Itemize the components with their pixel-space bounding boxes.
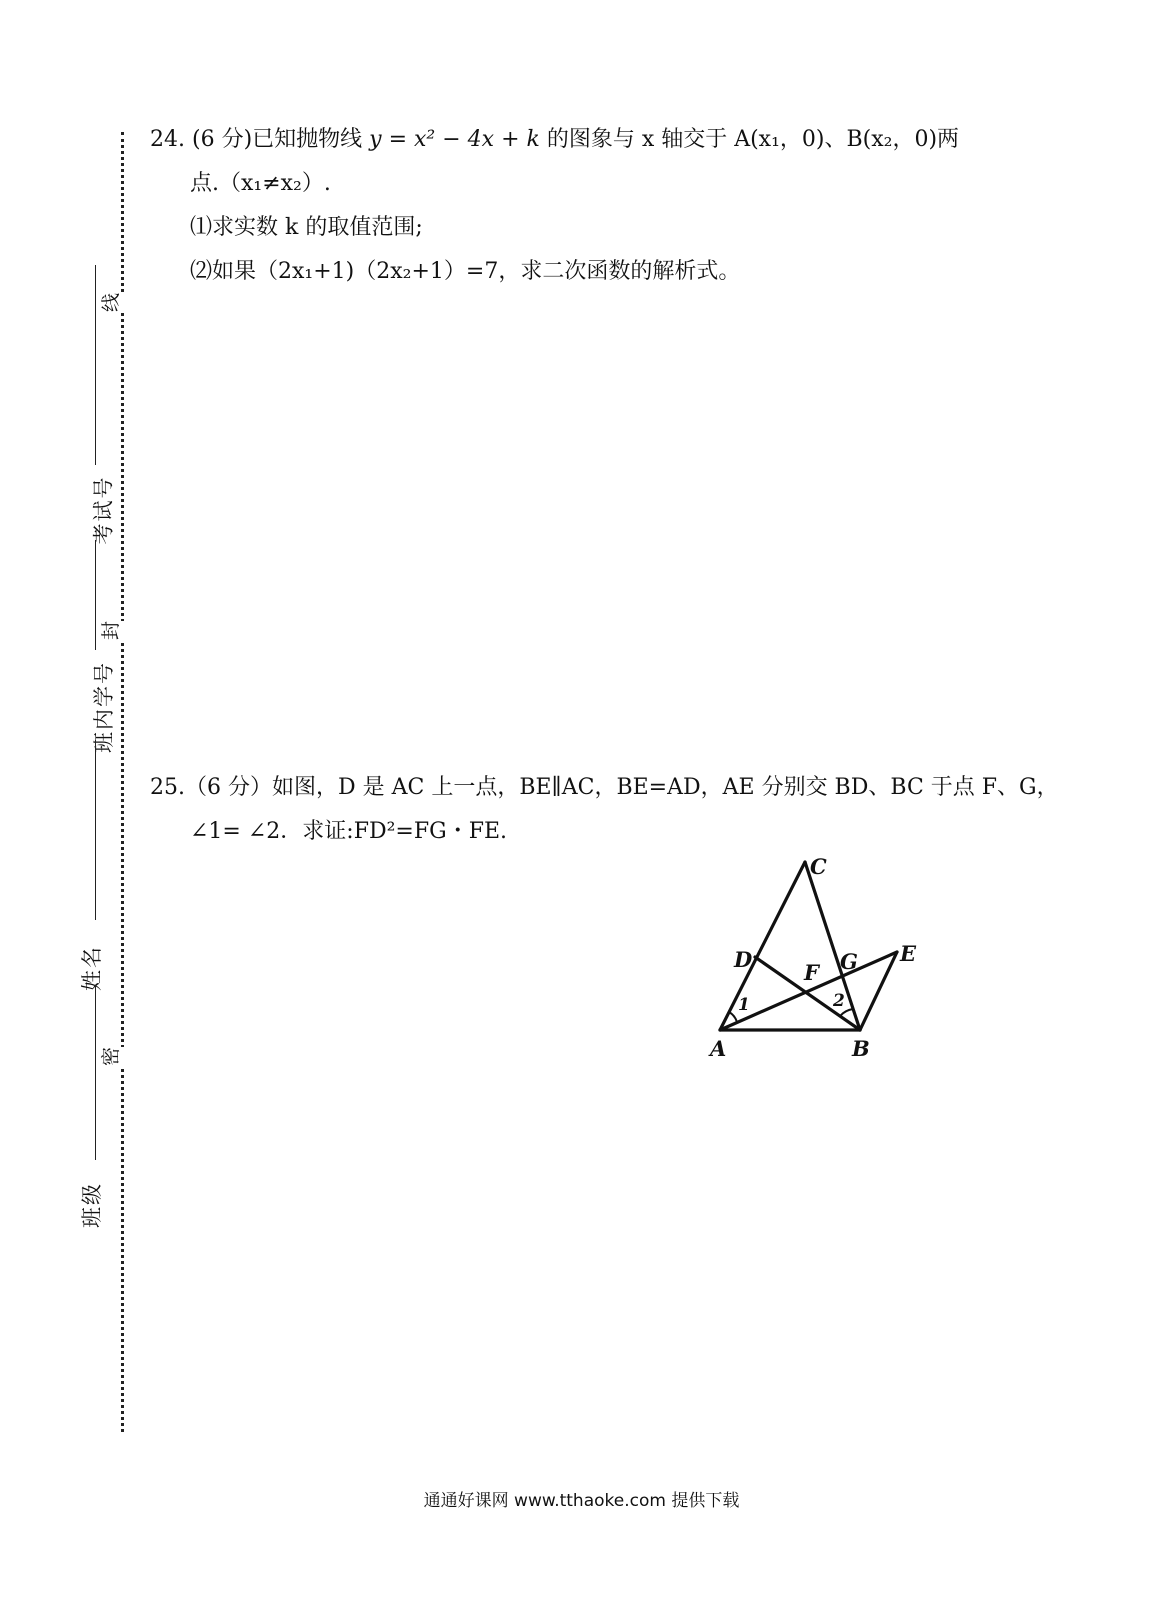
q25-text1: （6 分）如图，D 是 AC 上一点，BE∥AC，BE=AD，AE 分别交 BD、BC 于点 F、G， <box>185 775 1059 800</box>
q24-number: 24. <box>150 127 185 152</box>
binding-dotted-line <box>121 132 124 1432</box>
geometry-figure <box>690 840 950 1080</box>
label-f: F <box>804 960 819 985</box>
segment-ac <box>720 862 805 1030</box>
q25-line2: ∠1= ∠2．求证:FD²=FG・FE. <box>190 819 508 844</box>
label-g: G <box>840 949 858 974</box>
exam-number-blank <box>95 265 96 465</box>
label-e: E <box>900 941 917 966</box>
question-24 <box>150 118 959 294</box>
label-a: A <box>710 1036 727 1061</box>
angle-1-arc <box>729 1012 737 1022</box>
q24-score: (6 分) <box>192 127 253 152</box>
label-angle-2: 2 <box>833 991 845 1011</box>
seal-word-line: 线 <box>93 293 126 312</box>
q25-number: 25. <box>150 775 185 800</box>
seal-word-seal: 封 <box>93 621 126 640</box>
label-angle-1: 1 <box>738 995 750 1015</box>
class-number-blank-top <box>95 540 96 650</box>
segment-be <box>860 952 897 1030</box>
exam-number-label: 考试号 <box>91 475 116 545</box>
q24-part2: ⑵如果（2x₁+1)（2x₂+1）=7，求二次函数的解析式。 <box>190 259 741 284</box>
label-c: C <box>810 854 827 879</box>
class-number-label: 班内学号 <box>92 661 116 753</box>
label-b: B <box>852 1036 870 1061</box>
seal-word-secret: 密 <box>93 1047 126 1066</box>
footer: 通通好课网 www.tthaoke.com 提供下载 <box>423 1491 740 1511</box>
class-label: 班级 <box>80 1182 104 1228</box>
q24-line2: 点.（x₁≠x₂）. <box>190 171 331 196</box>
q24-line1 <box>150 118 959 162</box>
q25-line1 <box>150 766 1059 810</box>
name-blank <box>95 740 96 920</box>
q24-formula: y = x² − 4x + k <box>369 127 540 152</box>
label-d: D <box>734 947 753 972</box>
q24-stem-b: 的图象与 x 轴交于 A(x₁，0)、B(x₂，0)两 <box>539 127 960 152</box>
class-blank <box>95 985 96 1160</box>
name-label: 姓名 <box>80 945 104 991</box>
q24-stem-a: 已知抛物线 <box>252 127 370 152</box>
q24-part1: ⑴求实数 k 的取值范围; <box>190 215 423 240</box>
